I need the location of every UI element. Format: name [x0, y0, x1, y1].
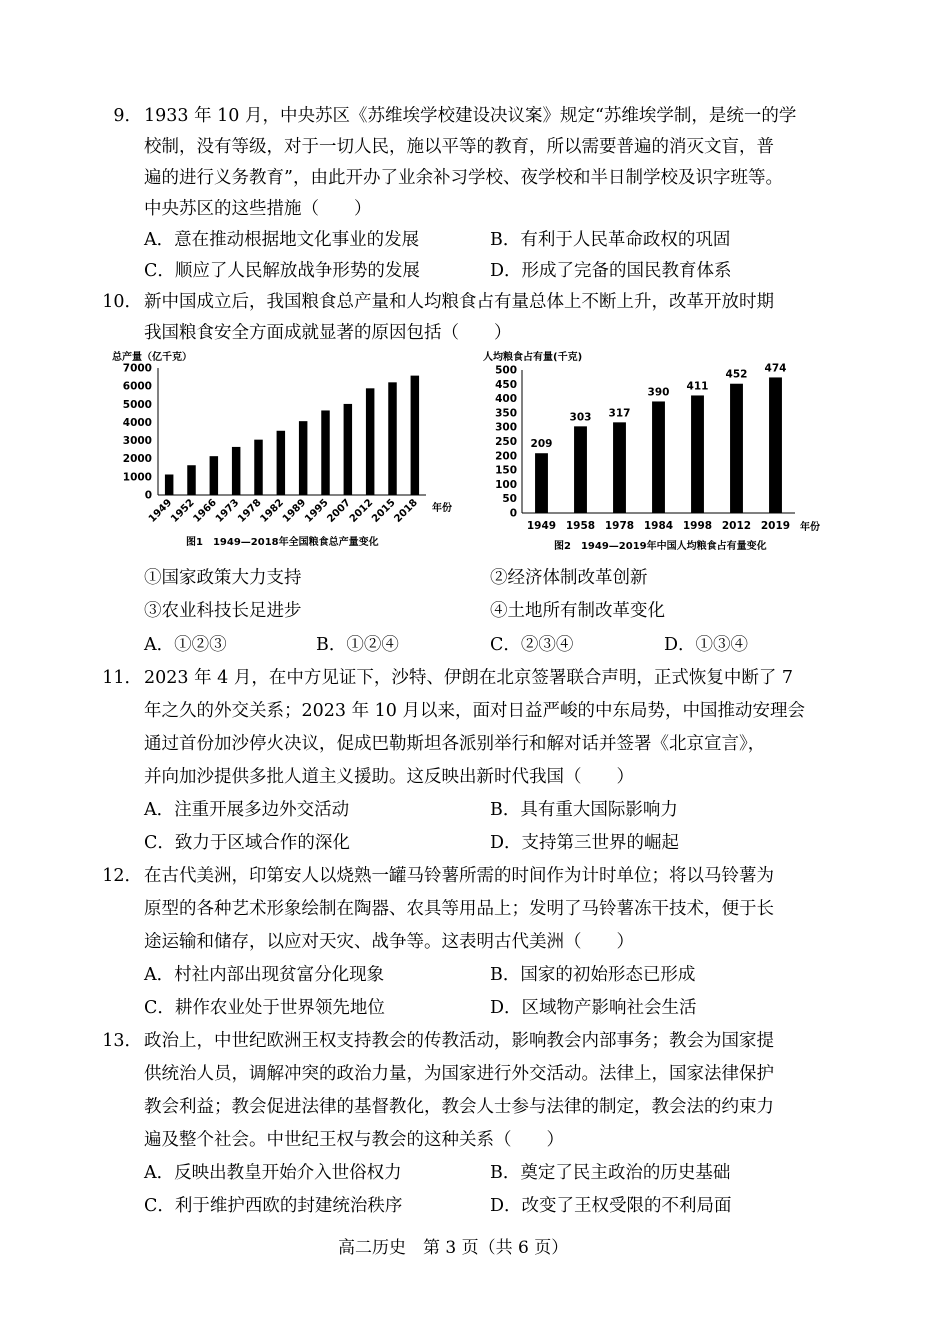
q13-line: 政治上，中世纪欧洲王权支持教会的传教活动，影响教会内部事务；教会为国家提: [144, 1031, 774, 1051]
chart2-xtick-label: 1978: [604, 520, 635, 532]
chart1-bar: [254, 440, 262, 495]
chart-total-grain-output: [110, 346, 470, 561]
chart2-ytick-label: 200: [495, 450, 517, 463]
chart2-ytick-label: 250: [495, 436, 517, 448]
chart1-bar: [366, 388, 374, 495]
chart2-ytick-label: 400: [495, 393, 517, 406]
chart1-ytick-label: 5000: [122, 398, 152, 411]
chart2-ytick-label: 100: [495, 478, 517, 491]
q13-line: 供统治人员，调解冲突的政治力量，为国家进行外交活动。法律上，国家法律保护: [144, 1064, 774, 1084]
q10-statement-1: ①国家政策大力支持: [144, 568, 302, 588]
q13-option-c[interactable]: C．利于维护西欧的封建统治秩序: [144, 1196, 403, 1216]
chart1-xlabel: 年份: [432, 503, 452, 514]
chart1-xtick-label: 2018: [392, 497, 420, 525]
chart2-bar: [613, 422, 626, 513]
q9-number: 9．: [113, 106, 142, 126]
chart1-bar: [388, 382, 396, 495]
q11-line: 年之久的外交关系；2023 年 10 月以来，面对日益严峻的中东局势，中国推动安理会: [144, 701, 805, 721]
chart2-ytick-label: 150: [495, 464, 517, 477]
q11-line: 2023 年 4 月，在中方见证下，沙特、伊朗在北京签署联合声明，正式恢复中断了 7: [144, 668, 794, 688]
q12-line: 在古代美洲，印第安人以烧熟一罐马铃薯所需的时间作为计时单位；将以马铃薯为: [144, 866, 774, 886]
chart2-data-label: 209: [530, 438, 553, 451]
chart-per-capita-grain: [480, 346, 840, 561]
chart1-bar: [344, 404, 352, 495]
chart1-ytick-label: 4000: [122, 416, 152, 429]
chart1-ylabel: 总产量（亿千克）: [112, 352, 192, 363]
chart1-xtick-label: 1949: [146, 497, 175, 525]
q10-statement-2: ②经济体制改革创新: [490, 568, 648, 588]
chart2-data-label: 303: [569, 411, 592, 424]
page-footer: 高二历史 第 3 页（共 6 页）: [338, 1238, 569, 1258]
q12-option-b[interactable]: B．国家的初始形态已形成: [490, 965, 696, 985]
chart2-xtick-label: 1958: [565, 520, 596, 532]
chart1-bar: [321, 410, 329, 495]
q10-option-c[interactable]: C．②③④: [490, 635, 574, 655]
q11-option-a[interactable]: A．注重开展多边外交活动: [144, 800, 350, 820]
q9-option-b[interactable]: B．有利于人民革命政权的巩固: [490, 230, 731, 250]
chart2-bar: [574, 426, 587, 513]
chart1-title: 图1 1949—2018年全国粮食总产量变化: [186, 537, 379, 548]
chart2-data-label: 411: [686, 380, 709, 393]
q10-number: 10．: [102, 292, 142, 312]
chart1-ytick-label: 0: [144, 489, 152, 502]
chart2-xtick-label: 2019: [760, 520, 791, 532]
chart2-bar: [691, 395, 704, 513]
q12-option-a[interactable]: A．村社内部出现贫富分化现象: [144, 965, 385, 985]
q10-line: 我国粮食安全方面成就显著的原因包括（ ）: [144, 323, 512, 343]
chart2-xlabel: 年份: [800, 522, 820, 533]
chart2-data-label: 317: [608, 407, 631, 420]
q9-line: 校制，没有等级，对于一切人民，施以平等的教育，所以需要普遍的消灭文盲，普: [144, 137, 774, 157]
q13-option-b[interactable]: B．奠定了民主政治的历史基础: [490, 1163, 731, 1183]
chart1-ytick-label: 7000: [122, 362, 152, 375]
q10-option-b[interactable]: B．①②④: [316, 635, 399, 655]
chart2-xtick-label: 1949: [526, 520, 557, 532]
q13-option-d[interactable]: D．改变了王权受限的不利局面: [490, 1196, 732, 1216]
chart2-ylabel: 人均粮食占有量(千克): [483, 352, 583, 363]
chart1-bar: [299, 421, 307, 495]
q12-option-c[interactable]: C．耕作农业处于世界领先地位: [144, 998, 385, 1018]
chart1-bar: [210, 456, 218, 495]
chart1-bar: [411, 376, 419, 495]
chart1-bar: [165, 474, 173, 495]
chart1-ytick-label: 2000: [122, 453, 152, 466]
q9-option-c[interactable]: C．顺应了人民解放战争形势的发展: [144, 261, 420, 281]
q9-line: 1933 年 10 月，中央苏区《苏维埃学校建设决议案》规定“苏维埃学制，是统一的学: [144, 106, 797, 126]
chart2-bar: [652, 401, 665, 513]
chart2-bar: [769, 377, 782, 513]
q10-statement-3: ③农业科技长足进步: [144, 601, 302, 621]
q10-line: 新中国成立后，我国粮食总产量和人均粮食占有量总体上不断上升，改革开放时期: [144, 292, 774, 312]
q11-option-d[interactable]: D．支持第三世界的崛起: [490, 833, 680, 853]
q13-line: 遍及整个社会。中世纪王权与教会的这种关系（ ）: [144, 1130, 564, 1150]
q9-option-a[interactable]: A．意在推动根据地文化事业的发展: [144, 230, 420, 250]
chart1-ytick-label: 1000: [122, 471, 152, 484]
chart1-xtick-label: 2007: [325, 497, 353, 525]
chart1-xtick-label: 1952: [169, 497, 197, 525]
q11-option-c[interactable]: C．致力于区域合作的深化: [144, 833, 350, 853]
q10-statement-4: ④土地所有制改革变化: [490, 601, 665, 621]
chart1-bar: [187, 465, 195, 495]
q12-number: 12．: [102, 866, 142, 886]
chart2-ytick-label: 0: [509, 507, 517, 520]
q13-line: 教会利益；教会促进法律的基督教化，教会人士参与法律的制定，教会法的约束力: [144, 1097, 774, 1117]
chart1-xtick-label: 2012: [347, 497, 376, 525]
chart1-xtick-label: 1973: [213, 497, 242, 525]
chart1-xtick-label: 2015: [370, 497, 398, 525]
q11-number: 11．: [102, 668, 142, 688]
chart2-ytick-label: 300: [495, 421, 517, 434]
q12-option-d[interactable]: D．区域物产影响社会生活: [490, 998, 697, 1018]
chart1-bar: [277, 431, 285, 495]
chart2-xtick-label: 2012: [721, 520, 752, 532]
q11-line: 通过首份加沙停火决议，促成巴勒斯坦各派别举行和解对话并签署《北京宣言》，: [144, 734, 766, 754]
q9-line: 中央苏区的这些措施（ ）: [144, 199, 372, 219]
chart2-ytick-label: 350: [495, 407, 517, 420]
q12-line: 原型的各种艺术形象绘制在陶器、农具等用品上；发明了马铃薯冻干技术，便于长: [144, 899, 774, 919]
chart2-data-label: 390: [647, 386, 670, 399]
chart2-bar: [535, 453, 548, 513]
q13-number: 13．: [102, 1031, 142, 1051]
chart1-xtick-label: 1982: [258, 497, 286, 525]
chart1-ytick-label: 3000: [122, 435, 152, 448]
chart1-xtick-label: 1966: [191, 497, 219, 525]
chart2-ytick-label: 50: [502, 493, 517, 506]
chart2-bar: [730, 384, 743, 513]
chart2-ytick-label: 450: [495, 378, 517, 391]
chart1-xtick-label: 1995: [303, 497, 331, 525]
chart2-data-label: 452: [725, 368, 748, 381]
chart1-xtick-label: 1978: [236, 497, 264, 525]
chart1-xtick-label: 1989: [280, 497, 309, 525]
q9-line: 遍的进行义务教育”，由此开办了业余补习学校、夜学校和半日制学校及识字班等。: [144, 168, 783, 188]
chart1-ytick-label: 6000: [122, 380, 152, 393]
chart2-xtick-label: 1998: [682, 520, 713, 532]
q12-line: 途运输和储存，以应对天灾、战争等。这表明古代美洲（ ）: [144, 932, 634, 952]
q10-option-a[interactable]: A．①②③: [144, 635, 227, 655]
chart2-data-label: 474: [764, 362, 787, 375]
chart1-bar: [232, 447, 240, 495]
q13-option-a[interactable]: A．反映出教皇开始介入世俗权力: [144, 1163, 402, 1183]
chart2-title: 图2 1949—2019年中国人均粮食占有量变化: [554, 541, 767, 552]
q9-option-d[interactable]: D．形成了完备的国民教育体系: [490, 261, 732, 281]
chart2-ytick-label: 500: [495, 364, 517, 377]
chart2-xtick-label: 1984: [643, 520, 674, 532]
q10-option-d[interactable]: D．①③④: [664, 635, 749, 655]
q11-line: 并向加沙提供多批人道主义援助。这反映出新时代我国（ ）: [144, 767, 634, 787]
q11-option-b[interactable]: B．具有重大国际影响力: [490, 800, 678, 820]
